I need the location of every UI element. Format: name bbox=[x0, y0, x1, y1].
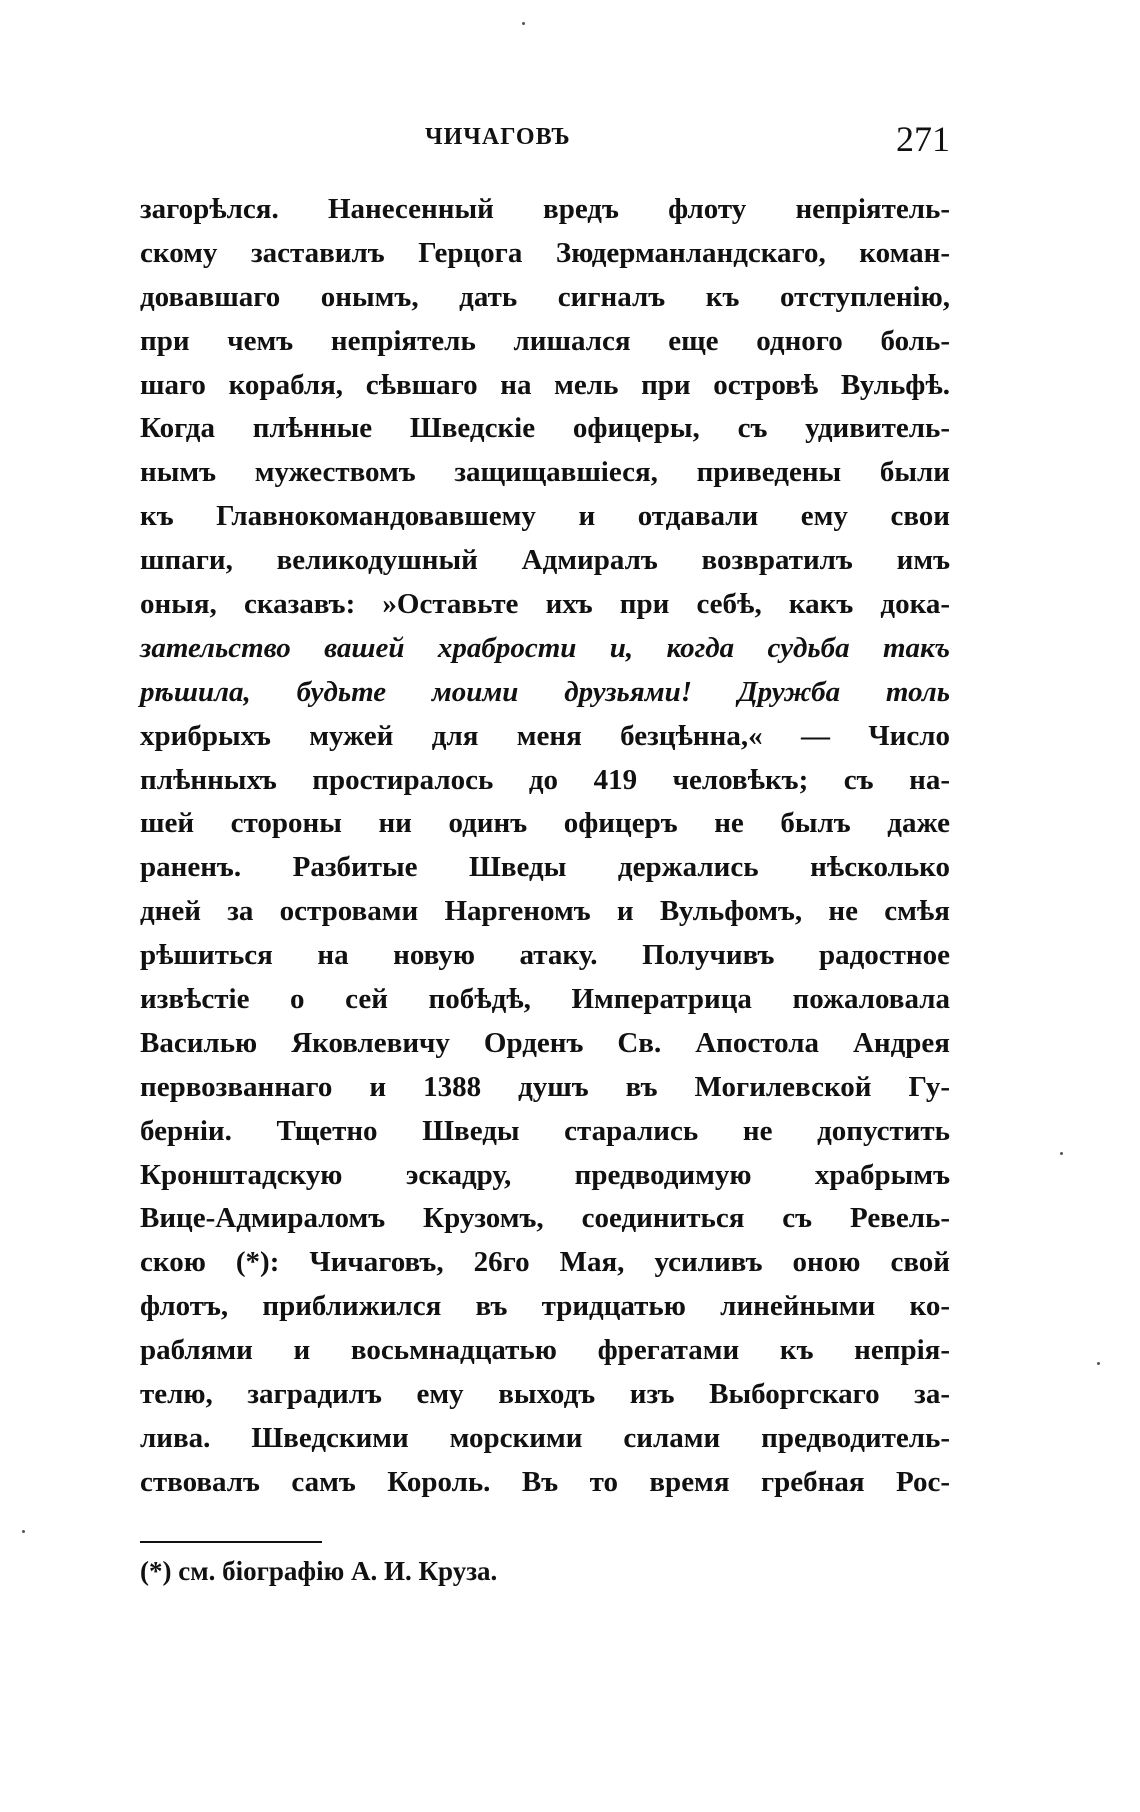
running-head: ЧИЧАГОВЪ bbox=[425, 124, 571, 150]
text-line: шпаги, великодушный Адмиралъ возвратилъ имъ bbox=[140, 544, 950, 577]
text-line: шей стороны ни одинъ офицеръ не былъ даже bbox=[140, 807, 950, 840]
text-line: шаго корабля, сѣвшаго на мель при островѣ Вульфѣ. bbox=[140, 368, 950, 401]
text-line: дней за островами Наргеномъ и Вульфомъ, не смѣя bbox=[140, 895, 950, 928]
text-line: раненъ. Разбитые Шведы держались нѣсколько bbox=[140, 851, 950, 884]
text-line: довавшаго онымъ, дать сигналъ къ отступленію, bbox=[140, 280, 950, 313]
page-number: 271 bbox=[896, 119, 950, 159]
text-line: раблями и восьмнадцатью фрегатами къ непрія- bbox=[140, 1334, 950, 1367]
scan-speck bbox=[1060, 1152, 1063, 1155]
text-line: первозваннаго и 1388 душъ въ Могилевской Гу- bbox=[140, 1070, 950, 1103]
text-line: нымъ мужествомъ защищавшіеся, приведены были bbox=[140, 456, 950, 489]
text-line: Когда плѣнные Шведскіе офицеры, съ удивитель- bbox=[140, 412, 950, 445]
text-line: плѣнныхъ простиралось до 419 человѣкъ; съ на- bbox=[140, 763, 950, 796]
scan-speck bbox=[22, 1530, 25, 1533]
footnote: (*) см. біографію А. И. Круза. bbox=[140, 1556, 498, 1586]
text-line: скою (*): Чичаговъ, 26го Мая, усиливъ оною свой bbox=[140, 1246, 950, 1279]
body-text bbox=[140, 188, 950, 1505]
quoted-text-line: зательство вашей храбрости и, когда судьба такъ bbox=[140, 631, 950, 664]
text-line: Василью Яковлевичу Орденъ Св. Апостола Андрея bbox=[140, 1026, 950, 1059]
text-line: загорѣлся. Нанесенный вредъ флоту непріятель- bbox=[140, 193, 950, 225]
scan-speck bbox=[522, 22, 525, 25]
text-line: оныя, сказавъ: »Оставьте ихъ при себѣ, какъ дока- bbox=[140, 588, 950, 621]
page-header bbox=[140, 118, 950, 168]
text-line: телю, заградилъ ему выходъ изъ Выборгскаго за- bbox=[140, 1378, 950, 1411]
text-line: лива. Шведскими морскими силами предводитель- bbox=[140, 1421, 950, 1454]
text-line: Вице-Адмираломъ Крузомъ, соединиться съ Ревель- bbox=[140, 1202, 950, 1235]
quoted-text-line: рѣшила, будьте моими друзьями! Дружба толь bbox=[140, 675, 950, 708]
text-line: къ Главнокомандовавшему и отдавали ему свои bbox=[140, 500, 950, 533]
text-line: Кронштадскую эскадру, предводимую храбрымъ bbox=[140, 1158, 950, 1191]
footnote-rule bbox=[140, 1541, 322, 1543]
text-line: рѣшиться на новую атаку. Получивъ радостное bbox=[140, 939, 950, 972]
scan-speck bbox=[1097, 1362, 1100, 1365]
text-line: при чемъ непріятель лишался еще одного боль- bbox=[140, 324, 950, 357]
text-line: извѣстіе о сей побѣдѣ, Императрица пожаловала bbox=[140, 983, 950, 1016]
text-line: ствовалъ самъ Король. Въ то время гребная Рос- bbox=[140, 1465, 950, 1498]
text-line: флотъ, приближился въ тридцатью линейными ко- bbox=[140, 1290, 950, 1323]
text-line: скому заставилъ Герцога Зюдерманландскаго, коман- bbox=[140, 236, 950, 269]
text-line: берніи. Тщетно Шведы старались не допустить bbox=[140, 1114, 950, 1147]
text-line: хрибрыхъ мужей для меня безцѣнна,« — Число bbox=[140, 719, 950, 752]
